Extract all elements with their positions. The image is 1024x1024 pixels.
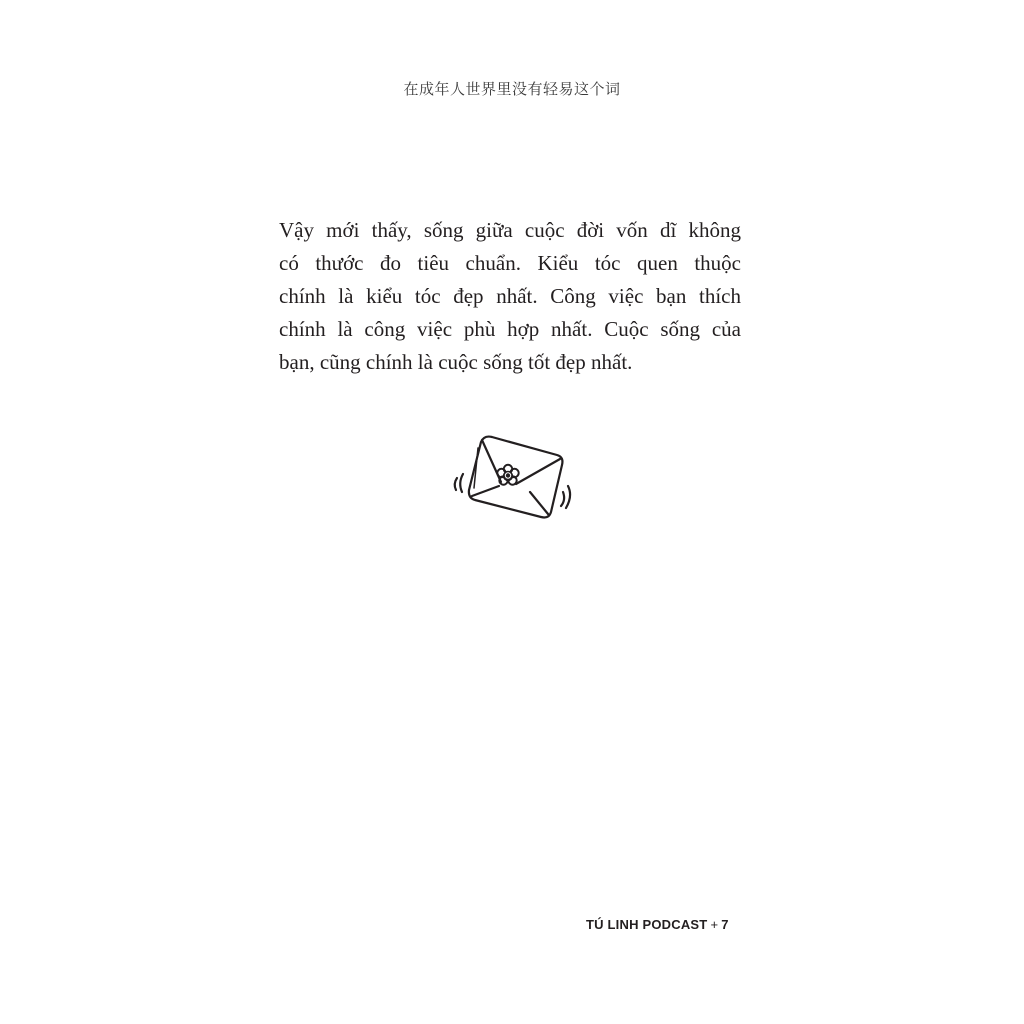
paragraph-line: chính là kiểu tóc đẹp nhất. Công việc bạn thích <box>279 284 741 308</box>
page-number: 7 <box>721 917 729 932</box>
publisher-name: TÚ LINH PODCAST <box>586 917 708 932</box>
envelope-flower-icon <box>444 428 574 524</box>
page-footer <box>586 917 729 932</box>
paragraph-line: Vậy mới thấy, sống giữa cuộc đời vốn dĩ không <box>279 218 741 242</box>
running-header: 在成年人世界里没有轻易这个词 <box>403 80 621 98</box>
paragraph-line: chính là công việc phù hợp nhất. Cuộc sống của <box>279 317 741 341</box>
paragraph-line: bạn, cũng chính là cuộc sống tốt đẹp nhất. <box>279 350 633 374</box>
footer-separator: + <box>710 917 719 932</box>
paragraph-line: có thước đo tiêu chuẩn. Kiểu tóc quen thuộc <box>279 251 741 275</box>
body-paragraph <box>279 214 741 379</box>
